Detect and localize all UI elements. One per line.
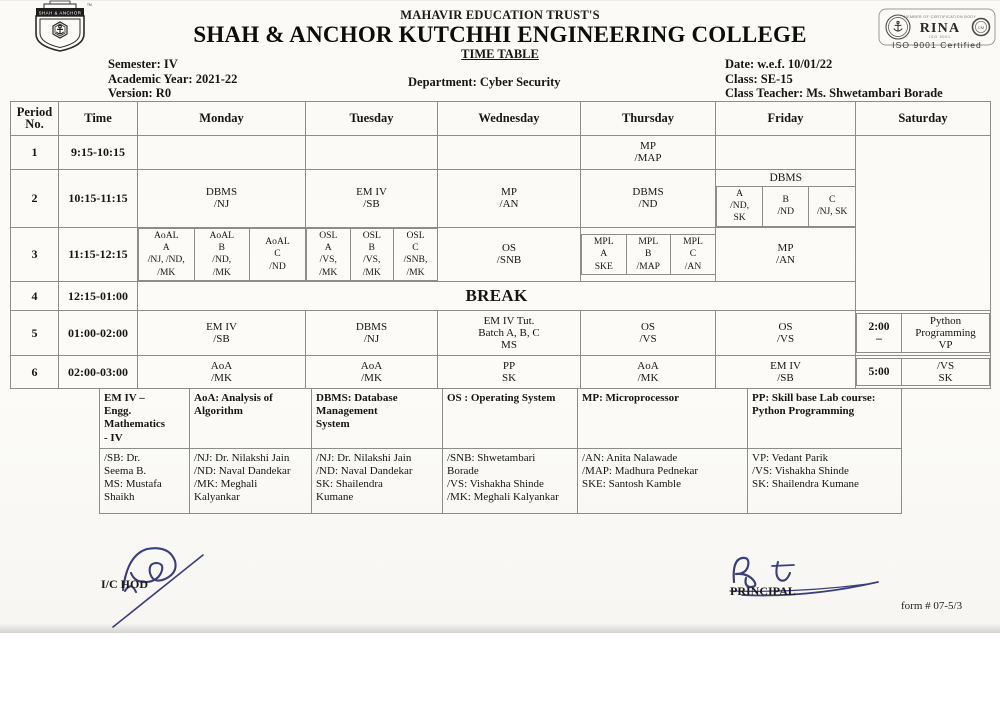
meta-right-block (725, 57, 943, 101)
svg-text:MEMBER OF CERTIFICATION BODY: MEMBER OF CERTIFICATION BODY (903, 15, 977, 19)
legend-code-mp (578, 389, 748, 449)
cell-fri-3-subject: MP (777, 242, 794, 255)
hod-label: I/C HOD (101, 577, 149, 591)
monday-batch-c-code: AoAL (265, 235, 290, 247)
col-monday: Monday (138, 102, 306, 136)
legend-code-mp-l1: MP: Microprocessor (582, 392, 680, 404)
legend-staff-dbms-l1: /NJ: Dr. Nilakshi Jain (316, 451, 412, 464)
saturday-slot-table-5 (856, 313, 990, 354)
saturday-time-start (857, 313, 902, 353)
cell-thu-6-subject: AoA (637, 359, 659, 372)
friday-dbms-batch-table (716, 170, 855, 227)
monday-batch-c-staff1: /ND (269, 260, 286, 272)
legend-staff-em4-l3: MS: Mustafa (104, 478, 162, 491)
cell-thu-6-staff: /MK (637, 371, 659, 384)
tuesday-batch-b-label: B (368, 242, 375, 254)
cell-fri-5 (716, 310, 856, 355)
academic-year-label: Academic Year: 2021-22 (108, 71, 238, 86)
college-name: SHAH & ANCHOR KUTCHHI ENGINEERING COLLEGE (193, 22, 807, 47)
period-time-4: 12:15-01:00 (59, 281, 138, 310)
thursday-batch-b-code: MPL (638, 235, 659, 247)
col-friday: Friday (716, 102, 856, 136)
cell-mon-2-subject: DBMS (205, 185, 238, 198)
cell-sat-6 (856, 355, 991, 388)
friday-batch-b (763, 186, 809, 226)
friday-batch-c-label: C (828, 194, 836, 206)
legend-staff-pp (748, 448, 902, 513)
tuesday-batch-c-staff2: /MK (406, 266, 425, 278)
legend-staff-os-l3: /VS: Vishakha Shinde (447, 478, 544, 491)
tuesday-batch-a (307, 228, 351, 280)
thursday-batch-a (582, 234, 627, 274)
thursday-batch-c-label: C (689, 248, 697, 260)
cell-mon-5-subject: EM IV (206, 320, 237, 333)
legend-staff-dbms-l4: Kumane (316, 491, 354, 504)
cell-wed-6-subject: PP (502, 359, 516, 372)
cell-fri-3-staff: /AN (776, 254, 795, 267)
svg-text:ISO 9001: ISO 9001 (929, 35, 951, 39)
legend-staff-em4-l4: Shaikh (104, 491, 135, 504)
table-row (11, 135, 991, 169)
cell-thu-2-staff: /ND (638, 198, 658, 211)
cell-mon-3 (138, 227, 306, 281)
cell-fri-5-staff: /VS (776, 332, 795, 345)
cell-thu-5-staff: /VS (639, 332, 657, 345)
legend-staff-aoa-l4: Kalyankar (194, 491, 240, 504)
saturday-time-dash: – (876, 332, 882, 345)
document-title-text: TIME TABLE (461, 47, 539, 61)
friday-batch-a-staff2: SK (733, 212, 746, 224)
legend-code-pp-l2: Python Programming (752, 405, 855, 418)
cell-mon-6-staff: /MK (211, 371, 232, 384)
thursday-batch-c-code: MPL (683, 235, 703, 247)
period-time-2: 10:15-11:15 (59, 169, 138, 227)
legend-staff-dbms (312, 448, 443, 513)
tuesday-batch-b-code: OSL (362, 229, 381, 241)
legend-code-pp-l1: PP: Skill base Lab course: (752, 392, 876, 404)
cell-tue-3 (306, 227, 438, 281)
monday-aoal-batch-table (138, 228, 305, 281)
legend-staff-em4 (100, 448, 190, 513)
department-label: Department: Cyber Security (408, 75, 561, 89)
monday-batch-a-staff1: /NJ, /ND, (147, 254, 185, 266)
period-no-4: 4 (11, 281, 59, 310)
svg-text:CM: CM (977, 25, 985, 30)
legend-table (99, 388, 902, 514)
cell-mon-1 (138, 135, 306, 169)
tuesday-batch-c-label: C (412, 242, 419, 254)
cell-thu-1-subject: MP (640, 139, 656, 152)
table-row (11, 169, 991, 227)
tuesday-batch-c-staff1: /SNB, (403, 254, 428, 266)
tuesday-osl-batch-table (306, 228, 437, 281)
cell-tue-5 (306, 310, 438, 355)
legend-code-dbms (312, 389, 443, 449)
monday-batch-b-staff2: /MK (212, 266, 231, 278)
cell-sat-5-subject-line1: Python (929, 314, 962, 327)
legend-code-os (443, 389, 578, 449)
monday-batch-b-staff1: /ND, (212, 254, 232, 266)
friday-batch-b-label: B (782, 194, 789, 206)
saturday-time-end: 5:00 (857, 358, 902, 386)
cell-tue-1 (306, 135, 438, 169)
monday-batch-c-label: C (274, 248, 281, 260)
legend-staff-os-l4: /MK: Meghali Kalyankar (447, 491, 559, 504)
cell-mon-2-staff: /NJ (213, 198, 230, 211)
legend-staff-em4-l1: /SB: Dr. (104, 451, 141, 464)
cell-wed-6-staff: SK (501, 371, 517, 384)
legend-code-aoa-l2: Algorithm (194, 405, 243, 418)
friday-batch-c (809, 186, 855, 226)
legend-staff-dbms-l2: /ND: Naval Dandekar (316, 465, 413, 478)
form-number: form # 07-5/3 (901, 600, 963, 612)
period-time-6: 02:00-03:00 (59, 355, 138, 388)
table-row (11, 310, 991, 355)
cell-thu-1-staff: /MAP (634, 152, 662, 165)
cell-thu-1 (581, 135, 716, 169)
cell-sat-6-staff1: /VS (936, 359, 955, 372)
monday-batch-a-label: A (162, 242, 170, 254)
cell-tue-6-subject: AoA (360, 359, 383, 372)
friday-batch-a-label: A (736, 187, 744, 199)
cell-mon-5 (138, 310, 306, 355)
class-label: Class: SE-15 (725, 71, 793, 86)
saturday-time-start-value: 2:00 (868, 320, 890, 333)
cell-thu-6 (581, 355, 716, 388)
version-label: Version: R0 (108, 86, 172, 100)
legend-staff-aoa (190, 448, 312, 513)
cell-tue-6-staff: /MK (361, 371, 382, 384)
cell-wed-5-subject: EM IV Tut. (483, 314, 535, 327)
cell-wed-5-staff: MS (501, 339, 517, 352)
cell-tue-2-staff: /SB (363, 198, 380, 211)
col-time: Time (59, 102, 138, 136)
cell-fri-3 (716, 227, 856, 281)
legend-staff-aoa-l2: /ND: Naval Dandekar (194, 465, 291, 478)
period-time-1: 9:15-10:15 (59, 135, 138, 169)
cell-fri-1 (716, 135, 856, 169)
monday-batch-a (139, 228, 195, 280)
period-no-2: 2 (11, 169, 59, 227)
friday-batch-b-staff1: /ND (777, 206, 794, 218)
tuesday-batch-a-staff1: /VS, (319, 254, 337, 266)
cell-thu-2 (581, 169, 716, 227)
legend-code-dbms-l3: System (316, 418, 350, 431)
tuesday-batch-b (350, 228, 394, 280)
thursday-mpl-batch-table (581, 234, 715, 275)
col-saturday: Saturday (856, 102, 991, 136)
cell-mon-2 (138, 169, 306, 227)
effective-date-label: Date: w.e.f. 10/01/22 (725, 57, 833, 71)
thursday-batch-b-staff1: /MAP (636, 260, 660, 272)
thursday-batch-c-staff1: /AN (684, 260, 702, 272)
tuesday-batch-a-staff2: /MK (319, 266, 338, 278)
legend-code-em4-l1: EM IV – (104, 392, 145, 404)
cell-mon-5-staff: /SB (213, 332, 230, 345)
period-no-6: 6 (11, 355, 59, 388)
table-row (11, 281, 991, 310)
timetable (10, 101, 991, 389)
thursday-batch-a-code: MPL (593, 235, 614, 247)
semester-label: Semester: IV (108, 57, 178, 71)
cell-wed-2-subject: MP (501, 185, 517, 198)
cell-sat-merged-empty (856, 135, 991, 310)
thursday-batch-b-label: B (645, 248, 652, 260)
monday-batch-b-label: B (218, 242, 225, 254)
col-wednesday: Wednesday (438, 102, 581, 136)
legend-staff-aoa-l1: /NJ: Dr. Nilakshi Jain (194, 451, 290, 464)
cell-wed-6 (438, 355, 581, 388)
col-period-no (11, 102, 59, 136)
cell-wed-2 (438, 169, 581, 227)
legend-staff-row (100, 448, 902, 513)
cell-tue-2-subject: EM IV (356, 185, 387, 198)
table-row (11, 355, 991, 388)
legend-staff-aoa-l3: /MK: Meghali (194, 478, 258, 491)
tuesday-batch-b-staff2: /MK (362, 266, 381, 278)
saturday-slot-table-6 (856, 358, 990, 387)
page-background-below (0, 633, 1000, 721)
cell-fri-6-staff: /SB (777, 371, 794, 384)
period-no-3: 3 (11, 227, 59, 281)
legend-code-dbms-l2: Management (316, 405, 378, 418)
legend-code-aoa-l1: AoA: Analysis of (194, 392, 273, 404)
legend-staff-mp-l2: /MAP: Madhura Pednekar (582, 465, 699, 478)
monday-batch-b-code: AoAL (209, 229, 234, 241)
legend-staff-os (443, 448, 578, 513)
cell-sat-5-staff: VP (938, 339, 953, 352)
thursday-batch-b (626, 234, 671, 274)
legend-code-dbms-l1: DBMS: Database (316, 392, 398, 404)
monday-batch-a-code: AoAL (153, 229, 179, 241)
period-no-5: 5 (11, 310, 59, 355)
cell-mon-6-subject: AoA (210, 359, 233, 372)
cell-fri-6 (716, 355, 856, 388)
legend-staff-mp-l1: /AN: Anita Nalawade (582, 451, 678, 464)
col-period-line1: Period (16, 105, 53, 119)
thursday-batch-a-label: A (600, 248, 608, 260)
cell-thu-3 (581, 227, 716, 281)
cell-wed-5-batches: Batch A, B, C (478, 326, 540, 339)
cell-tue-6 (306, 355, 438, 388)
cell-fri-5-subject: OS (778, 320, 793, 333)
legend-code-pp (748, 389, 902, 449)
legend-staff-em4-l2: Seema B. (104, 465, 147, 478)
cell-wed-5 (438, 310, 581, 355)
iso-certified-text: ISO 9001 Certified (892, 40, 982, 50)
cell-wed-3 (438, 227, 581, 281)
thursday-batch-c (671, 234, 716, 274)
legend-staff-pp-l3: SK: Shailendra Kumane (752, 478, 859, 491)
cell-fri-2 (716, 169, 856, 227)
col-period-line2: No. (25, 117, 44, 132)
cell-sat-5 (856, 310, 991, 355)
period-no-1: 1 (11, 135, 59, 169)
cell-sat-6-staff2: SK (938, 371, 953, 384)
cell-thu-5 (581, 310, 716, 355)
cell-sat-6-content (902, 358, 990, 386)
rina-wordmark: RINA (919, 21, 961, 36)
cell-wed-3-subject: OS (501, 242, 517, 255)
friday-dbms-group-label: DBMS (717, 170, 856, 187)
cell-tue-5-staff: /NJ (363, 332, 380, 345)
legend-staff-os-l2: Borade (447, 465, 479, 478)
svg-text:TM: TM (87, 3, 92, 7)
tuesday-batch-b-staff1: /VS, (363, 254, 381, 266)
legend-code-em4-l3: Mathematics (104, 418, 166, 431)
break-cell: BREAK (138, 281, 856, 310)
timetable-header-row (11, 102, 991, 136)
cell-wed-2-staff: /AN (499, 198, 519, 211)
tuesday-batch-a-label: A (324, 242, 332, 254)
legend-codes-row (100, 389, 902, 449)
cell-thu-2-subject: DBMS (632, 185, 664, 198)
class-teacher-label: Class Teacher: Ms. Shwetambari Borade (725, 86, 943, 100)
cell-wed-1 (438, 135, 581, 169)
legend-code-os-l1: OS : Operating System (447, 392, 556, 404)
friday-batch-a (717, 186, 763, 226)
tuesday-batch-c (394, 228, 438, 280)
friday-batch-c-staff1: /NJ, SK (816, 206, 848, 218)
period-time-5: 01:00-02:00 (59, 310, 138, 355)
legend-code-aoa (190, 389, 312, 449)
cell-thu-5-subject: OS (640, 320, 656, 333)
cell-mon-6 (138, 355, 306, 388)
cell-wed-3-staff: /SNB (496, 254, 522, 267)
cell-sat-5-content (902, 313, 990, 353)
period-time-3: 11:15-12:15 (59, 227, 138, 281)
cell-sat-5-subject-line2: Programming (915, 326, 976, 339)
table-row (11, 227, 991, 281)
cell-tue-2 (306, 169, 438, 227)
legend-staff-dbms-l3: SK: Shailendra (316, 478, 383, 491)
legend-staff-mp-l3: SKE: Santosh Kamble (582, 478, 681, 491)
legend-staff-os-l1: /SNB: Shwetambari (447, 451, 536, 464)
col-tuesday: Tuesday (306, 102, 438, 136)
monday-batch-c (250, 228, 306, 280)
monday-batch-b (194, 228, 250, 280)
legend-staff-pp-l2: /VS: Vishakha Shinde (752, 465, 849, 478)
legend-code-em4-l4: - IV (104, 431, 123, 444)
cell-tue-5-subject: DBMS (355, 320, 388, 333)
friday-batch-a-staff1: /ND, (730, 200, 750, 212)
monday-batch-a-staff2: /MK (157, 266, 176, 278)
principal-label: PRINCIPAL (730, 584, 796, 598)
tuesday-batch-a-code: OSL (319, 229, 338, 241)
legend-staff-pp-l1: VP: Vedant Parik (752, 451, 829, 464)
logo-banner-text: SHAH & ANCHOR (38, 10, 82, 16)
meta-left-block (108, 57, 237, 101)
legend-code-em4-l2: Engg. (104, 405, 132, 418)
thursday-batch-a-staff1: SKE (594, 260, 613, 272)
legend-staff-mp (578, 448, 748, 513)
tuesday-batch-c-code: OSL (406, 229, 425, 241)
col-thursday: Thursday (581, 102, 716, 136)
cell-fri-6-subject: EM IV (770, 359, 801, 372)
trust-name: MAHAVIR EDUCATION TRUST'S (400, 8, 600, 22)
legend-code-em4 (100, 389, 190, 449)
